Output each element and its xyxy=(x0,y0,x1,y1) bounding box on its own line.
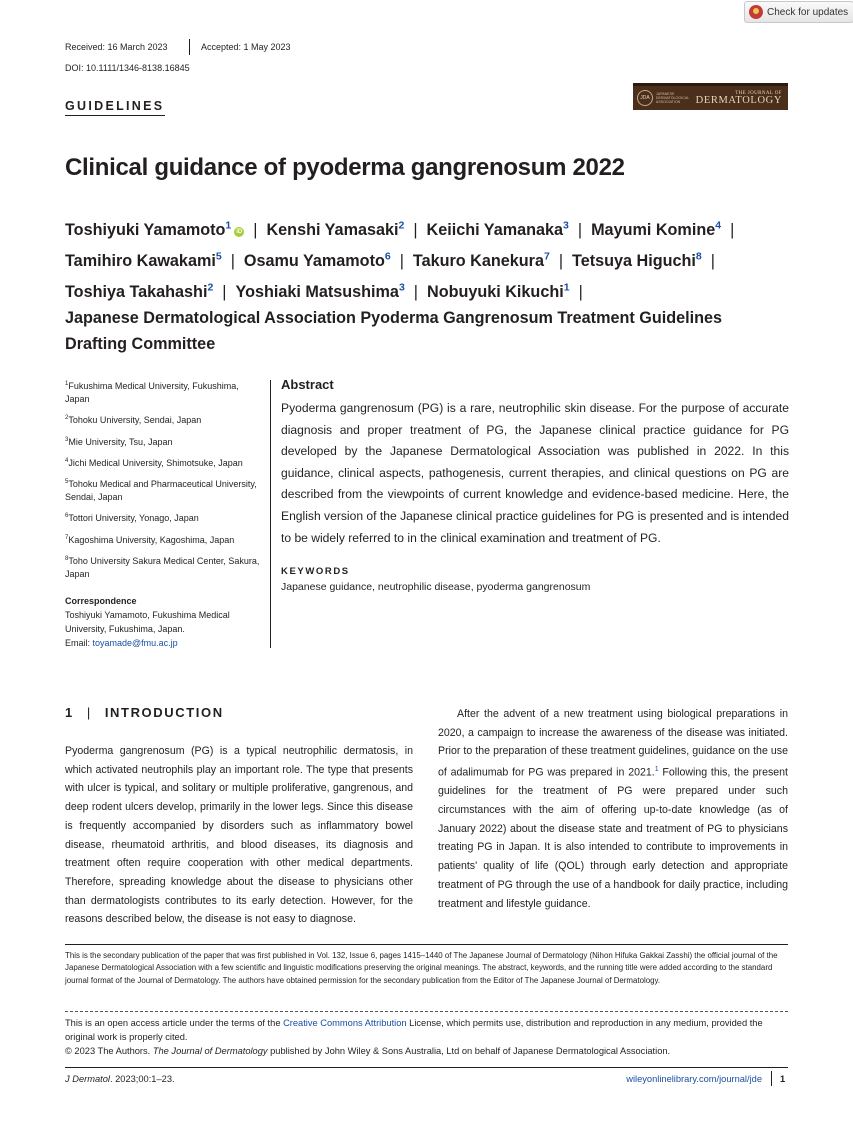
author[interactable]: Nobuyuki Kikuchi$^1$ xyxy=(427,281,570,301)
affiliation-item: $^6$Tottori University, Yonago, Japan xyxy=(65,513,199,524)
correspondence xyxy=(65,594,265,650)
section-heading-introduction: 1 | INTRODUCTION xyxy=(65,705,224,720)
affiliation-item: $^4$Jichi Medical University, Shimotsuke, Japan xyxy=(65,457,243,468)
section-label: GUIDELINES xyxy=(65,99,165,113)
affiliation-item: $^3$Mie University, Tsu, Japan xyxy=(65,436,173,447)
license-note: This is an open access article under the terms of the Creative Commons Attribution License, which permits use, distribution and reproduction in any medium, provided the original work is properly cited. © 2023 The Authors. The Journal of Dermatology published by John Wiley & Sons Australia, Ltd on behalf of Japanese Dermatological Association. xyxy=(65,1018,763,1056)
journal-logo-name xyxy=(696,91,782,106)
reference-link[interactable]: 1 xyxy=(654,766,659,774)
email-link[interactable]: toyamade@fmu.ac.jp xyxy=(92,638,178,648)
author[interactable]: Keiichi Yamanaka$^3$ xyxy=(426,220,569,240)
secondary-publication-note: This is the secondary publication of the paper that was first published in Vol. 132, Issue 6, pages 1415–1440 of The Japanese Journal of Dermatology (Nihon Hifuka Gakkai Zasshi) the official journal of the Japanese Dermatological Association with a few scientific and linguistic modifications preserving the original meanings. The abstract, keywords, and the running title were added according to the standard journal format of the Journal of Dermatology. The authors have obtained permission for the secondary publication from the Editor of The Japanese Journal of Dermatology. xyxy=(65,951,778,985)
column-divider xyxy=(270,380,271,648)
journal-logo-word: DERMATOLOGY xyxy=(695,94,782,106)
check-for-updates-label: Check for updates xyxy=(767,6,849,18)
check-for-updates-button[interactable] xyxy=(744,1,853,23)
update-icon xyxy=(749,5,763,19)
author[interactable]: Toshiya Takahashi$^2$ xyxy=(65,281,214,301)
correspondence-text: Toshiyuki Yamamoto, Fukushima Medical University, Fukushima, Japan. xyxy=(65,610,230,634)
journal-citation: J Dermatol. 2023;00:1–23. xyxy=(65,1074,175,1084)
header-divider xyxy=(189,39,190,55)
accepted-date: Accepted: 1 May 2023 xyxy=(201,42,291,52)
journal-logo-society: JAPANESE DERMATOLOGICAL ASSOCIATION xyxy=(655,92,690,104)
footer-rule xyxy=(65,1067,788,1068)
journal-website-link[interactable]: wileyonlinelibrary.com/journal/jde xyxy=(626,1074,762,1084)
affiliation-item: $^8$Toho University Sakura Medical Center, Sakura, Japan xyxy=(65,555,260,580)
intro-paragraph-1: Pyoderma gangrenosum (PG) is a typical neutrophilic dermatosis, in which activated neutrophils play an important role. The type that presents with ulcer is typical, and solitary or multiple proliferative, gangrenous, and deep rodent ulcers develop, primarily in the lower legs. Since this disease is frequently accompanied by disorders such as inflammatory bowel disease, rheumatoid arthritis, and blood diseases, its diagnosis and treatment often require cooperation with other medical departments. Therefore, spreading knowledge about the disease to physicians other than dermatologists contributes to its early detection. However, for the reasons described below, the disease is not easy to diagnose. xyxy=(65,745,413,926)
orcid-icon[interactable]: iD xyxy=(236,229,243,236)
author[interactable]: Toshiyuki Yamamoto$^1$ xyxy=(65,220,232,240)
received-date: Received: 16 March 2023 xyxy=(65,42,168,52)
author[interactable]: Takuro Kanekura$^7$ xyxy=(412,250,550,271)
keywords-text: Japanese guidance, neutrophilic disease, pyoderma gangrenosum xyxy=(281,581,591,593)
author[interactable]: Osamu Yamamoto$^6$ xyxy=(243,250,391,271)
page-divider xyxy=(771,1071,772,1086)
affiliations xyxy=(65,378,263,587)
author[interactable]: Yoshiaki Matsushima$^3$ xyxy=(235,281,405,301)
affiliation-item: $^2$Tohoku University, Sendai, Japan xyxy=(65,415,202,426)
article-title: Clinical guidance of pyoderma gangrenosum 2022 xyxy=(65,154,625,181)
doi[interactable]: DOI: 10.1111/1346-8138.16845 xyxy=(65,63,190,73)
jda-badge-icon: JDA xyxy=(637,90,653,106)
abstract-heading: Abstract xyxy=(281,377,334,392)
section-label-underline xyxy=(65,115,165,116)
email-label: Email: xyxy=(65,638,93,648)
abstract-text: Pyoderma gangrenosum (PG) is a rare, neutrophilic skin disease. For the purpose of accurate diagnosis and proper treatment of PG, the Japanese clinical practice guidance for PG developed by the Japanese Dermatological Association was published in 2022. In this guidance, clinical aspects, pathogenesis, current therapies, and clinical questions on PG are described from the viewpoints of current knowledge and evidence-based medicine. Here, the English version of the Japanese clinical practice guidelines for PG is presented and is intended to be widely referred to in the clinical examination and treatment of PG. xyxy=(281,401,789,545)
journal-logo-top: THE JOURNAL OF xyxy=(735,90,782,96)
intro-paragraph-2: After the advent of a new treatment using biological preparations in 2020, a campaign to increase the awareness of the disease was initiated. Prior to the preparation of these treatment guidelines, guidance on the use of adalimumab for PG was prepared in 2021.$^1$ Following this, the present guidelines for the treatment of PG were prepared under such circumstances with the aim of offering up-to-date knowledge (as of January 2022) about the disease state and treatment of PG to physicians treating PG in Japan. It is also intended to contribute to improvements in patients' quality of life (QOL) through early detection and appropriate treatment of PG through the use of a handbook for daily practice, including treatment and lifestyle guidance. xyxy=(438,708,788,910)
footnote-dotted-rule xyxy=(65,1011,788,1012)
license-link[interactable]: Creative Commons Attribution xyxy=(283,1018,407,1028)
author-list: Toshiyuki Yamamoto$^1$iD | Kenshi Yamasaki$^2$ | Keiichi Yamanaka$^3$ | Mayumi Komine$^4$ | Tamihiro Kawakami$^5$ | Osamu Yamamoto$^6$ | Takuro Kanekura$^7$ | Tetsuya Higuchi$^8$ | Toshiya Takahashi$^2$ | Yoshiaki Matsushima$^3$ | Nobuyuki Kikuchi$^1$ | Japanese Dermatological Association Pyoderma Gangrenosum Treatment Guidelines Drafting Committee xyxy=(65,220,735,354)
author[interactable]: Tetsuya Higuchi$^8$ xyxy=(572,250,702,271)
keywords-heading: KEYWORDS xyxy=(281,566,350,577)
page-number: 1 xyxy=(780,1074,786,1084)
correspondence-label: Correspondence xyxy=(65,596,137,606)
committee-name: Japanese Dermatological Association Pyoderma Gangrenosum Treatment Guidelines Drafting Committee xyxy=(65,309,722,354)
affiliation-item: $^7$Kagoshima University, Kagoshima, Japan xyxy=(65,534,235,545)
affiliation-item: $^1$Fukushima Medical University, Fukushima, Japan xyxy=(65,381,239,405)
journal-logo[interactable] xyxy=(633,83,788,110)
affiliation-item: $^5$Tohoku Medical and Pharmaceutical University, Sendai, Japan xyxy=(65,479,257,503)
author[interactable]: Mayumi Komine$^4$ xyxy=(591,220,722,240)
footnote-rule xyxy=(65,944,788,945)
author[interactable]: Tamihiro Kawakami$^5$ xyxy=(65,250,222,271)
author[interactable]: Kenshi Yamasaki$^2$ xyxy=(266,220,405,240)
